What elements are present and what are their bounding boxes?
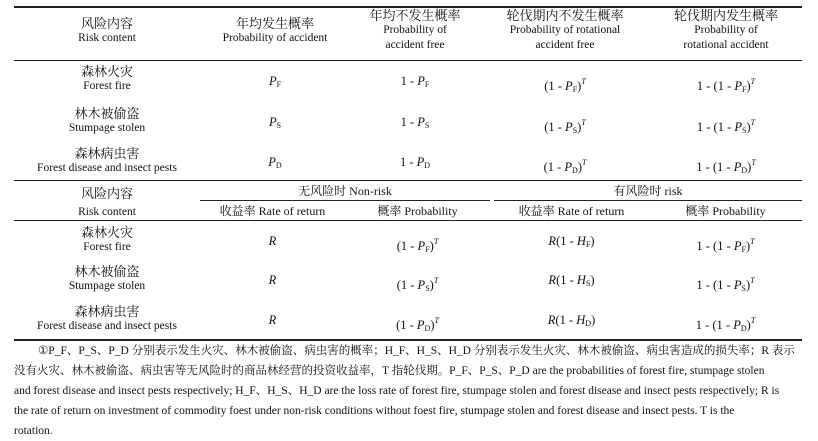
t2-header-risk (14, 186, 200, 220)
t2-row3-rate-norisk: R (268, 313, 277, 327)
t1-header-rot-non-zh: 轮伐期内不发生概率 (506, 8, 624, 23)
t2-row2-rate-norisk: R (268, 273, 277, 287)
t2-row1-prob-norisk: $(1 - P_F)^T$ (396, 237, 439, 254)
t1-header-annual-non-en2: accident free (385, 39, 445, 51)
t1-row1-annual-occ: $P_F$ (268, 74, 282, 89)
t1-row2-zh: 林木被偷盗 (74, 106, 140, 121)
table2-header-rule (14, 220, 802, 221)
t2-row2-en: Stumpage stolen (68, 280, 146, 292)
t2-header-risk-group: 有风险时 risk (613, 184, 683, 198)
t1-header-risk-zh: 风险内容 (80, 16, 133, 31)
t2-row1-en: Forest fire (83, 241, 131, 253)
t2-header-risk-zh: 风险内容 (80, 186, 133, 201)
t2-row3-prob-norisk: $(1 - P_D)^T$ (396, 316, 439, 333)
t1-row3-annual-non: $1 - P_D$ (399, 155, 431, 170)
t2-risk-rule (494, 200, 802, 201)
t2-row2-prob-norisk: $(1 - P_S)^T$ (396, 276, 439, 293)
t2-row1-zh: 森林火灾 (80, 225, 133, 240)
t2-row3-rate-risk: $R(1 - H_D)$ (547, 313, 596, 328)
t1-row1-zh: 森林火灾 (80, 64, 133, 79)
t1-row2-rot-occ: $1 - (1 - P_S)^T$ (696, 118, 756, 135)
t1-header-rot-occ (650, 8, 802, 53)
t2-row2-rate-risk: $R(1 - H_S)$ (548, 273, 595, 288)
table1-bottom-rule (14, 180, 802, 181)
t2-row3-prob-risk: $1 - (1 - P_D)^T$ (695, 316, 756, 333)
t1-row3-rot-non: $(1 - P_D)^T$ (543, 158, 587, 175)
footnote-line-4: the rate of return on investment of commodity foest under non-risk conditions without foest fire, stumpage stolen and forest disease and insect pests. T is the (14, 405, 735, 417)
t2-norisk-rule (200, 200, 490, 201)
t2-row1-rate-risk: $R(1 - H_F)$ (548, 234, 595, 249)
t2-subheader-prob-norisk: 概率 Probability (377, 204, 458, 218)
footnote-line-3: and forest disease and insect pests respectively; H_F、H_S、H_D are the loss rate of forest fire, stumpage stolen and forest disease and insect pests respectively; R is (14, 385, 780, 397)
t1-row3-annual-occ: $P_D$ (268, 155, 282, 170)
t1-header-annual-occ (200, 16, 350, 46)
t2-header-risk-en: Risk content (78, 206, 136, 218)
t1-row1-en: Forest fire (83, 80, 131, 92)
t1-row-forest-fire-label (14, 64, 200, 94)
t1-header-rot-non-en2: accident free (535, 39, 595, 51)
t1-header-annual-non-zh: 年均不发生概率 (369, 8, 461, 23)
t1-header-rot-non-en1: Probability of rotational (509, 24, 621, 36)
t2-row2-prob-risk: $1 - (1 - P_S)^T$ (696, 276, 755, 293)
t2-subheader-prob-risk: 概率 Probability (685, 204, 766, 218)
t1-row3-zh: 森林病虫害 (74, 146, 140, 161)
t1-header-annual-non (350, 8, 480, 53)
t1-row3-en: Forest disease and insect pests (37, 162, 177, 174)
t2-header-norisk: 无风险时 Non-risk (298, 184, 392, 198)
t1-header-rot-occ-en1: Probability of (694, 24, 758, 36)
footnote-line-2: 没有火灾、林木被偷盗、病虫害等无风险时的商品林经营的投资收益率，T 指轮伐期。P_F、P_S、P_D are the probabilities of forest fire, stumpage stolen (14, 365, 765, 377)
t1-header-rot-non (480, 8, 650, 53)
t2-row3-en: Forest disease and insect pests (37, 320, 177, 332)
footnote-line-1: ①P_F、P_S、P_D 分别表示发生火灾、林木被偷盗、病虫害的概率；H_F、H_S、H_D 分别表示发生火灾、林木被偷盗、病虫害造成的损失率；R 表示 (38, 345, 795, 357)
t1-row2-rot-non: $(1 - P_S)^T$ (544, 118, 586, 135)
t1-row-stumpage-label (14, 106, 200, 136)
table1-header-rule (14, 60, 802, 61)
t1-header-annual-occ-en: Probability of accident (222, 32, 328, 44)
t1-row-pests-label (14, 146, 200, 176)
t1-row2-annual-occ: $P_S$ (268, 115, 282, 130)
t1-header-annual-non-en1: Probability of (383, 24, 447, 36)
t1-row1-rot-non: $(1 - P_F)^T$ (544, 77, 586, 94)
table-footnote (14, 341, 802, 441)
t1-row1-rot-occ: $1 - (1 - P_F)^T$ (696, 77, 756, 94)
t2-row-pests-label (14, 304, 200, 334)
t1-row2-en: Stumpage stolen (68, 122, 146, 134)
t1-row2-annual-non: $1 - P_S$ (400, 115, 430, 130)
t2-subheader-rate-norisk: 收益率 Rate of return (219, 204, 326, 218)
t1-header-risk (14, 16, 200, 46)
t1-header-risk-en: Risk content (78, 32, 136, 44)
t2-subheader-rate-risk: 收益率 Rate of return (518, 204, 625, 218)
t2-row-stumpage-label (14, 264, 200, 294)
t2-row3-zh: 森林病虫害 (74, 304, 140, 319)
footnote-line-5: rotation. (14, 425, 53, 437)
t1-header-rot-occ-zh: 轮伐期内发生概率 (673, 8, 778, 23)
t2-row1-prob-risk: $1 - (1 - P_F)^T$ (696, 237, 755, 254)
t2-row-forest-fire-label (14, 225, 200, 255)
t1-row1-annual-non: $1 - P_F$ (400, 74, 430, 89)
t1-header-annual-occ-zh: 年均发生概率 (235, 16, 314, 31)
t1-row3-rot-occ: $1 - (1 - P_D)^T$ (696, 158, 756, 175)
t2-row1-rate-norisk: R (268, 234, 277, 248)
t1-header-rot-occ-en2: rotational accident (683, 39, 769, 51)
t2-row2-zh: 林木被偷盗 (74, 264, 140, 279)
